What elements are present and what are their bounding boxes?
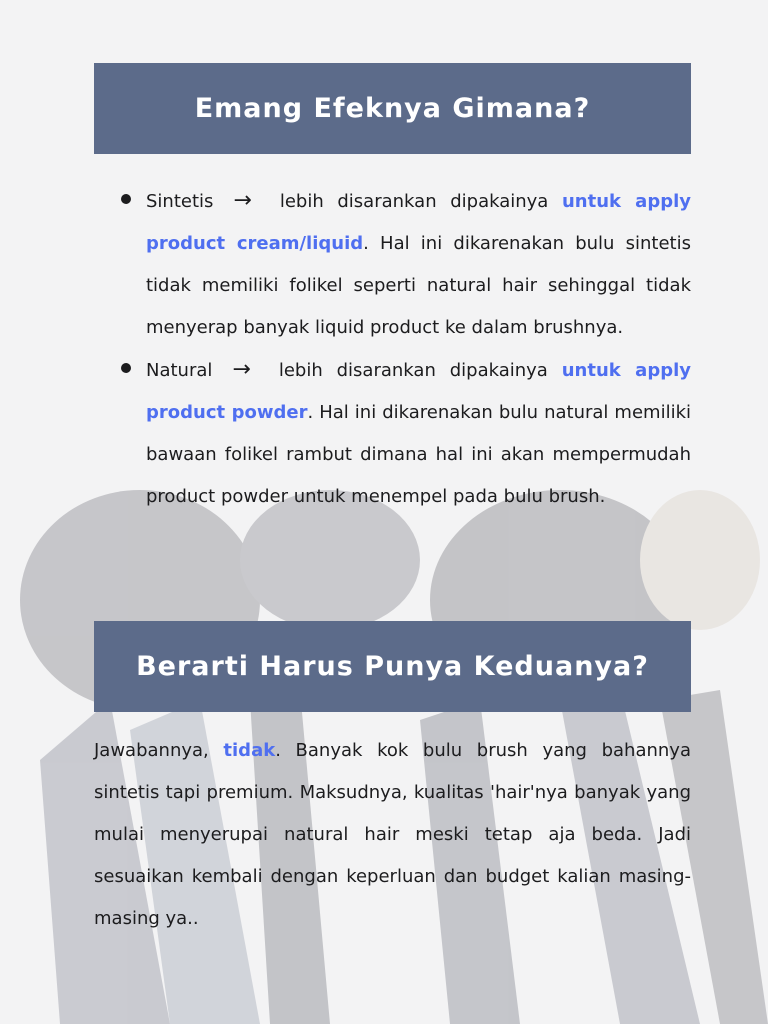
answer-paragraph bbox=[94, 730, 691, 940]
answer-text-after: . Banyak kok bulu brush yang bahannya sintetis tapi premium. Maksudnya, kualitas 'hair'nya banyak yang mulai menyerupai natural hair meski tetap aja beda. Jadi sesuaikan kembali dengan keperluan dan budget kalian masing-masing ya.. bbox=[94, 740, 691, 929]
answer-text-before: Jawabannya, bbox=[94, 740, 224, 761]
synthetic-text-before: lebih disarankan dipakainya bbox=[279, 191, 562, 212]
bristle-type-list bbox=[118, 180, 691, 518]
list-item-synthetic bbox=[118, 180, 691, 349]
section-heading-need-both bbox=[94, 621, 691, 712]
heading-effects-text: Emang Efeknya Gimana? bbox=[194, 93, 591, 124]
natural-text-after: . Hal ini dikarenakan bulu natural memiliki bawaan folikel rambut dimana hal ini akan mempermudah product powder untuk menempel pada bulu brush. bbox=[146, 402, 691, 507]
synthetic-text-after: . Hal ini dikarenakan bulu sintetis tidak memiliki folikel seperti natural hair sehinggal tidak menyerap banyak liquid product ke dalam brushnya. bbox=[146, 233, 691, 338]
section-heading-effects bbox=[94, 63, 691, 154]
natural-description bbox=[146, 349, 691, 518]
synthetic-description bbox=[146, 180, 691, 349]
term-natural: Natural bbox=[146, 360, 213, 381]
answer-highlight: tidak bbox=[223, 740, 276, 761]
natural-highlight: untuk apply product powder bbox=[146, 360, 691, 423]
synthetic-highlight: untuk apply product cream/liquid bbox=[146, 191, 691, 254]
natural-text-before: lebih disarankan dipakainya bbox=[278, 360, 562, 381]
bullet-icon bbox=[121, 363, 131, 373]
heading-need-both-text: Berarti Harus Punya Keduanya? bbox=[136, 651, 649, 682]
list-item-natural bbox=[118, 349, 691, 518]
right-arrow-icon: → bbox=[232, 357, 251, 382]
term-synthetic: Sintetis bbox=[146, 191, 214, 212]
bullet-icon bbox=[121, 194, 131, 204]
right-arrow-icon: → bbox=[233, 188, 252, 213]
